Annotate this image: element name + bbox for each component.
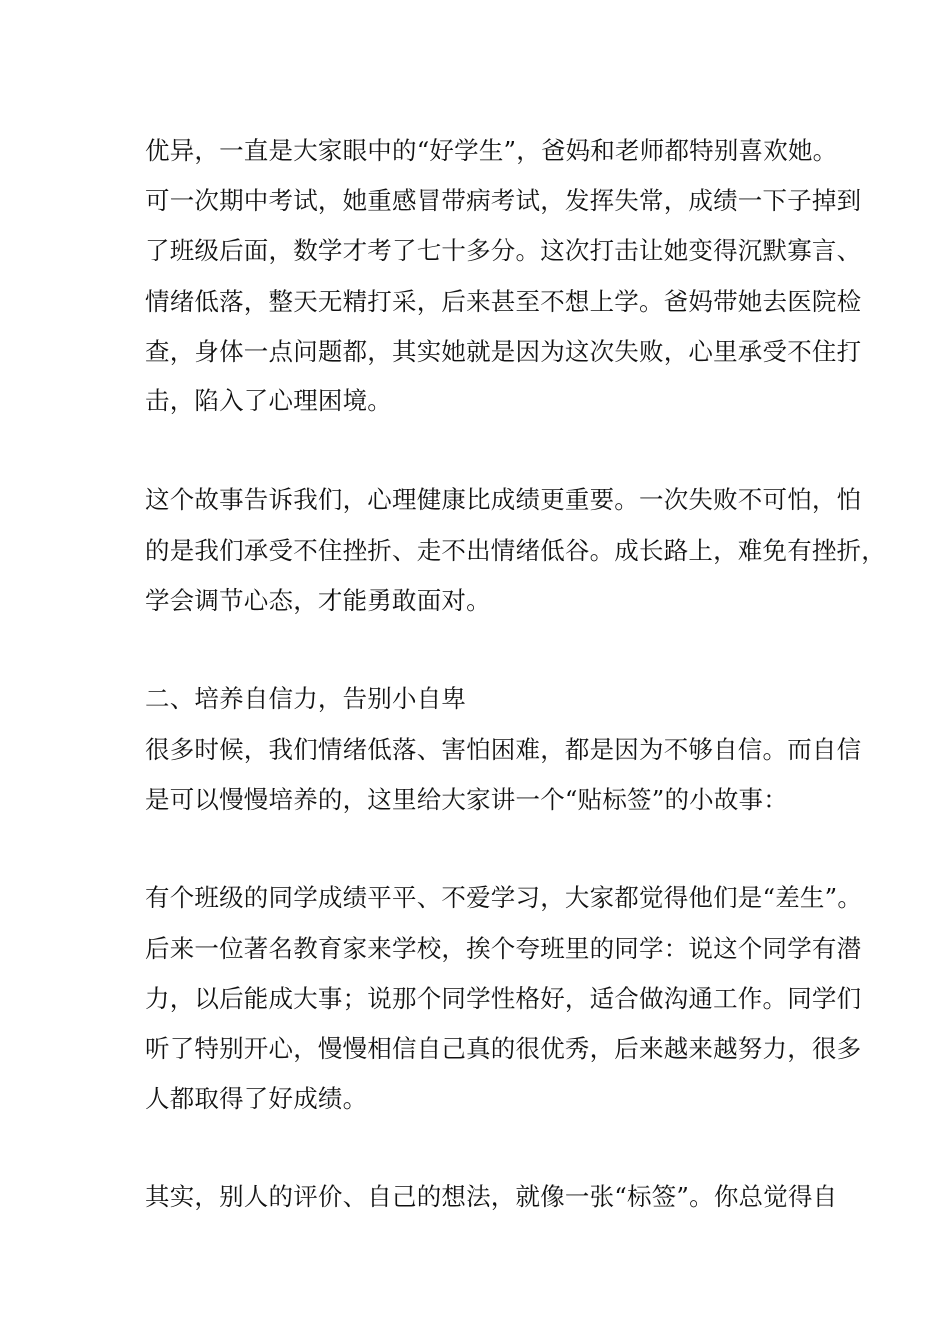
paragraph-line: 这个故事告诉我们，心理健康比成绩更重要。一次失败不可怕，怕	[145, 485, 862, 514]
paragraph-line: 人都取得了好成绩。	[145, 1084, 368, 1113]
paragraph-line: 其实，别人的评价、自己的想法，就像一张“标签”。你总觉得自	[145, 1182, 838, 1211]
paragraph-line: 听了特别开心，慢慢相信自己真的很优秀，后来越来越努力，很多	[145, 1034, 862, 1063]
paragraph-line: 学会调节心态，才能勇敢面对。	[145, 586, 491, 615]
paragraph-line: 优异，一直是大家眼中的“好学生”，爸妈和老师都特别喜欢她。	[145, 136, 838, 165]
paragraph-line: 力，以后能成大事；说那个同学性格好，适合做沟通工作。同学们	[145, 984, 862, 1013]
paragraph-line: 可一次期中考试，她重感冒带病考试，发挥失常，成绩一下子掉到	[145, 186, 862, 215]
paragraph-line: 查，身体一点问题都，其实她就是因为这次失败，心里承受不住打	[145, 337, 862, 366]
paragraph-line: 的是我们承受不住挫折、走不出情绪低谷。成长路上，难免有挫折，	[145, 536, 886, 565]
paragraph-line: 情绪低落，整天无精打采，后来甚至不想上学。爸妈带她去医院检	[145, 287, 862, 316]
paragraph-line: 击，陷入了心理困境。	[145, 386, 392, 415]
paragraph-line: 后来一位著名教育家来学校，挨个夸班里的同学：说这个同学有潜	[145, 934, 862, 963]
paragraph-line: 有个班级的同学成绩平平、不爱学习，大家都觉得他们是“差生”。	[145, 883, 863, 912]
paragraph-line: 很多时候，我们情绪低落、害怕困难，都是因为不够自信。而自信	[145, 735, 862, 764]
paragraph-line: 是可以慢慢培养的，这里给大家讲一个“贴标签”的小故事：	[145, 785, 788, 814]
section-heading: 二、培养自信力，告别小自卑	[145, 684, 467, 713]
paragraph-line: 了班级后面，数学才考了七十多分。这次打击让她变得沉默寡言、	[145, 236, 862, 265]
